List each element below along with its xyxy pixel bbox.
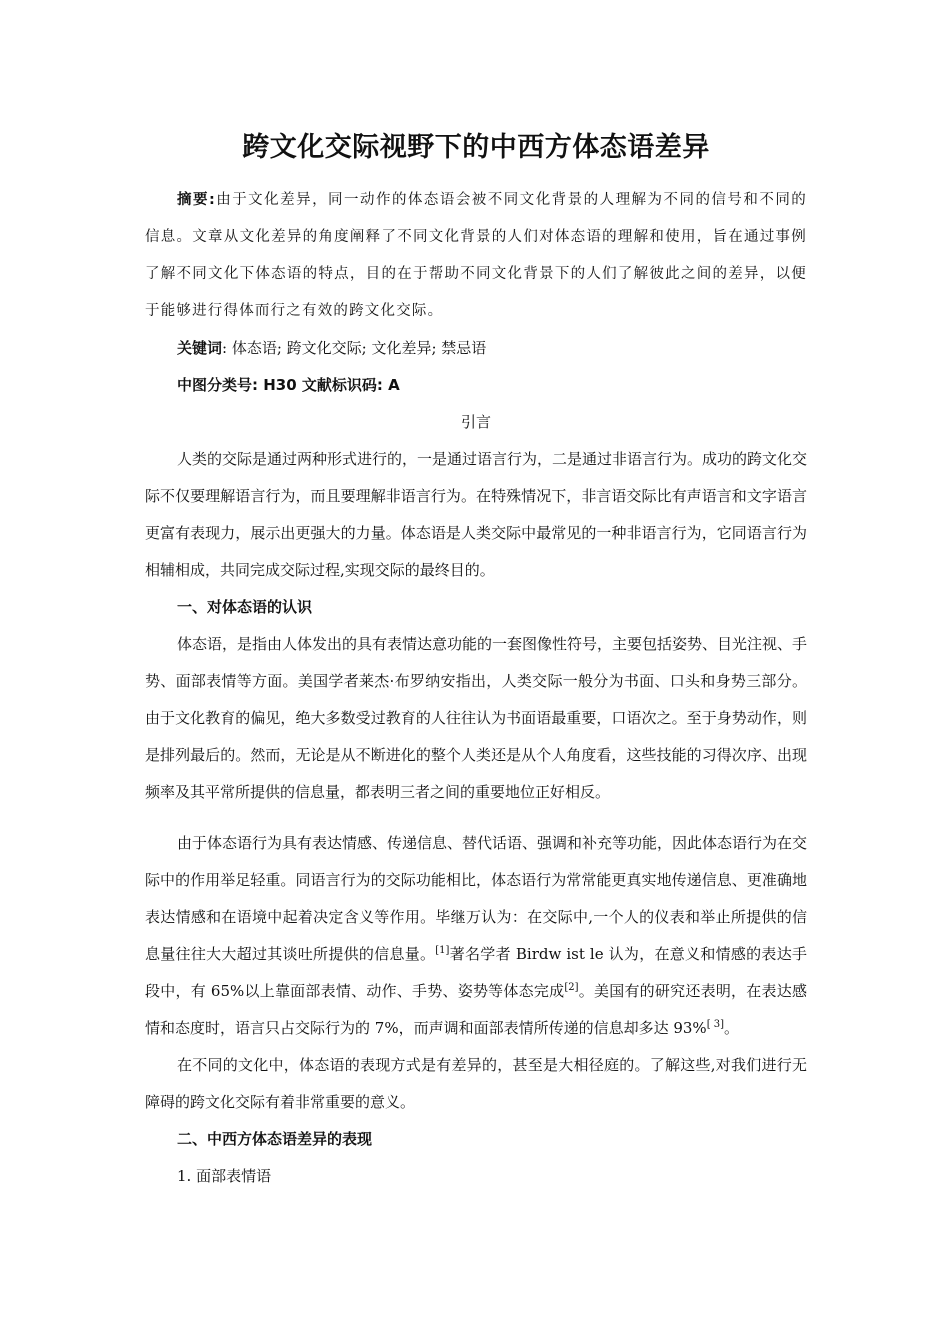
para2-part-a: 由于体态语行为具有表达情感、传递信息、替代话语、强调和补充等功能，因此体态语行为在交际中的作用举足轻重。同语言行为的交际功能相比，体态语行为常常能更真实地传递信息、更准确地表达情感和在语境中起着决定含义等作用。毕继万认为：在交际中,一个人的仪表和举止所提供的信息量往往大大超过其谈吐所提供的信息量。 — [145, 834, 808, 963]
paragraph-gap — [145, 811, 807, 825]
abstract — [145, 182, 807, 330]
keywords — [145, 330, 807, 367]
abstract-text: 由于文化差异，同一动作的体态语会被不同文化背景的人理解为不同的信号和不同的信息。文章从文化差异的角度阐释了不同文化背景的人们对体态语的理解和使用，旨在通过事例了解不同文化下体态语的特点，目的在于帮助不同文化背景下的人们了解彼此之间的差异，以便于能够进行得体而行之有效的跨文化交际。 — [145, 192, 807, 319]
para2-part-c: 。美国有的研究还表明，在表达感情和态度时，语言只占交际行为的 7%，而声调和面部表情所传递的信息却多达 93% — [145, 982, 807, 1037]
keywords-text: : 体态语; 跨文化交际; 文化差异; 禁忌语 — [222, 339, 487, 357]
paper-title: 跨文化交际视野下的中西方体态语差异 — [242, 132, 710, 163]
document-page — [145, 128, 807, 1195]
citation-2: [2] — [564, 982, 579, 993]
citation-1: [1] — [435, 945, 450, 956]
classification-line: 中图分类号: H30 文献标识码: A — [177, 376, 400, 394]
section2-heading: 二、中西方体态语差异的表现 — [177, 1130, 373, 1148]
para2-part-b: 著名学者 Birdw ist le 认为，在意义和情感的表达手段中，有 65%以上靠面部表情、动作、手势、姿势等体态完成 — [145, 945, 807, 1000]
intro-heading: 引言 — [460, 413, 491, 431]
section1-paragraph-1: 体态语，是指由人体发出的具有表情达意功能的一套图像性符号，主要包括姿势、目光注视、手势、面部表情等方面。美国学者莱杰·布罗纳安指出，人类交际一般分为书面、口头和身势三部分。由于文化教育的偏见，绝大多数受过教育的人往往认为书面语最重要，口语次之。至于身势动作，则是排列最后的。然而，无论是从不断进化的整个人类还是从个人角度看，这些技能的习得次序、出现频率及其平常所提供的信息量，都表明三者之间的重要地位正好相反。 — [145, 635, 808, 801]
section1-paragraph-3: 在不同的文化中，体态语的表现方式是有差异的，甚至是大相径庭的。了解这些,对我们进行无障碍的跨文化交际有着非常重要的意义。 — [145, 1056, 807, 1111]
section1-paragraph-2 — [145, 825, 807, 1047]
citation-3: [ 3] — [706, 1019, 725, 1030]
para2-part-d: 。 — [724, 1019, 740, 1037]
keywords-label: 关键词 — [177, 339, 223, 357]
section2-subheading-1: 1. 面部表情语 — [177, 1167, 272, 1185]
section1-heading: 一、对体态语的认识 — [177, 598, 313, 616]
intro-paragraph: 人类的交际是通过两种形式进行的，一是通过语言行为，二是通过非语言行为。成功的跨文化交际不仅要理解语言行为，而且要理解非语言行为。在特殊情况下，非言语交际比有声语言和文字语言更富有表现力，展示出更强大的力量。体态语是人类交际中最常见的一种非语言行为，它同语言行为相辅相成，共同完成交际过程,实现交际的最终目的。 — [145, 450, 808, 579]
abstract-label: 摘要: — [177, 192, 216, 208]
